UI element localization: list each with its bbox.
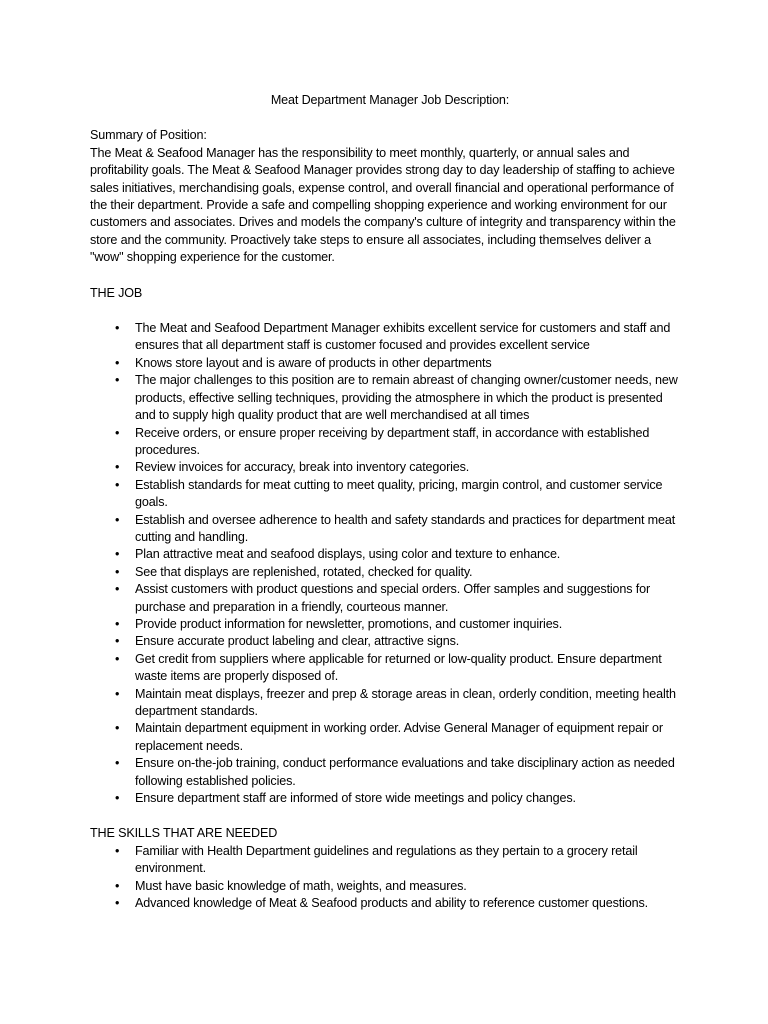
summary-heading: Summary of Position: — [90, 128, 207, 143]
bullet-icon: • — [115, 843, 120, 858]
job-duty-item-text: Establish and oversee adherence to health and safety standards and practices for department meat cutting and handling. — [135, 512, 676, 544]
bullet-icon: • — [115, 616, 120, 631]
bullet-icon: • — [115, 460, 120, 475]
bullet-icon: • — [115, 686, 120, 701]
bullet-icon: • — [115, 321, 120, 336]
skill-item — [90, 895, 680, 912]
job-duty-item — [90, 425, 680, 460]
bullet-icon: • — [115, 477, 120, 492]
job-duty-item — [90, 790, 680, 807]
job-duties-list — [90, 320, 680, 807]
job-duty-item — [90, 459, 680, 476]
bullet-icon: • — [115, 582, 120, 597]
job-duty-item — [90, 477, 680, 512]
skill-item — [90, 878, 680, 895]
job-duty-item-text: Plan attractive meat and seafood displays, using color and texture to enhance. — [135, 547, 561, 562]
job-duty-item-text: Assist customers with product questions and special orders. Offer samples and suggestions for purchase and preparation in a friendly, courteous manner. — [135, 582, 651, 614]
job-duty-item-text: Establish standards for meat cutting to meet quality, pricing, margin control, and customer service goals. — [135, 477, 663, 510]
job-duty-item-text: Get credit from suppliers where applicable for returned or low-quality product. Ensure department waste items are properly disposed of. — [135, 651, 662, 684]
skills-heading: THE SKILLS THAT ARE NEEDED — [90, 826, 278, 841]
bullet-icon: • — [115, 355, 120, 370]
job-duty-item — [90, 564, 680, 581]
bullet-icon: • — [115, 373, 120, 388]
bullet-icon: • — [115, 721, 120, 736]
job-duty-item-text: See that displays are replenished, rotated, checked for quality. — [135, 564, 473, 579]
document-body — [90, 92, 680, 912]
bullet-icon: • — [115, 896, 120, 911]
bullet-icon: • — [115, 425, 120, 440]
job-duty-item — [90, 755, 680, 790]
job-duty-item-text: Ensure accurate product labeling and clear, attractive signs. — [135, 634, 460, 649]
summary-paragraph: The Meat & Seafood Manager has the responsibility to meet monthly, quarterly, or annual sales and profitability goals. The Meat & Seafood Manager provides strong day to day leadership of staffing to achieve sales initiatives, merchandising goals, expense control, and overall financial and operational performance of the their department. Provide a safe and compelling shopping experience and working environment for our customers and associates. Drives and models the company's culture of integrity and transparency within the store and the community. Proactively take steps to ensure all associates, including themselves deliver a "wow" shopping experience for the customer. — [90, 145, 676, 265]
job-duty-item — [90, 372, 680, 424]
bullet-icon: • — [115, 651, 120, 666]
job-duty-item-text: The major challenges to this position are to remain abreast of changing owner/customer needs, new products, effective selling techniques, providing the atmosphere in which the product is presented and to supply high quality product that are well merchandised at all times — [135, 373, 678, 423]
skill-item-text: Advanced knowledge of Meat & Seafood products and ability to reference customer questions. — [135, 896, 648, 911]
skill-item — [90, 843, 680, 878]
job-duty-item-text: Ensure on-the-job training, conduct performance evaluations and take disciplinary action as needed following established policies. — [135, 756, 675, 788]
job-duty-item-text: Receive orders, or ensure proper receiving by department staff, in accordance with established procedures. — [135, 425, 650, 457]
job-duty-item — [90, 512, 680, 547]
bullet-icon: • — [115, 512, 120, 527]
skill-item-text: Must have basic knowledge of math, weights, and measures. — [135, 878, 467, 893]
bullet-icon: • — [115, 791, 120, 806]
job-duty-item-text: Ensure department staff are informed of store wide meetings and policy changes. — [135, 791, 576, 806]
job-duty-item-text: Provide product information for newsletter, promotions, and customer inquiries. — [135, 616, 563, 631]
bullet-icon: • — [115, 547, 120, 562]
job-duty-item — [90, 546, 680, 563]
job-duty-item-text: Knows store layout and is aware of products in other departments — [135, 355, 492, 370]
job-duty-item — [90, 686, 680, 721]
bullet-icon: • — [115, 878, 120, 893]
job-heading: THE JOB — [90, 285, 143, 300]
job-duty-item-text: Review invoices for accuracy, break into inventory categories. — [135, 460, 470, 475]
job-duty-item — [90, 720, 680, 755]
job-duty-item — [90, 355, 680, 372]
bullet-icon: • — [115, 564, 120, 579]
skills-list — [90, 843, 680, 913]
job-duty-item-text: Maintain department equipment in working order. Advise General Manager of equipment repair or replacement needs. — [135, 721, 663, 753]
job-duty-item — [90, 633, 680, 650]
bullet-icon: • — [115, 756, 120, 771]
job-duty-item — [90, 581, 680, 616]
bullet-icon: • — [115, 634, 120, 649]
job-duty-item — [90, 616, 680, 633]
job-duty-item-text: Maintain meat displays, freezer and prep & storage areas in clean, orderly condition, meeting health department standards. — [135, 686, 676, 718]
job-duty-item — [90, 651, 680, 686]
document-title: Meat Department Manager Job Description: — [270, 93, 510, 107]
skill-item-text: Familiar with Health Department guidelines and regulations as they pertain to a grocery retail environment. — [135, 843, 638, 876]
job-duty-item-text: The Meat and Seafood Department Manager exhibits excellent service for customers and staff and ensures that all department staff is customer focused and provides excellent service — [135, 321, 671, 353]
job-duty-item — [90, 320, 680, 355]
